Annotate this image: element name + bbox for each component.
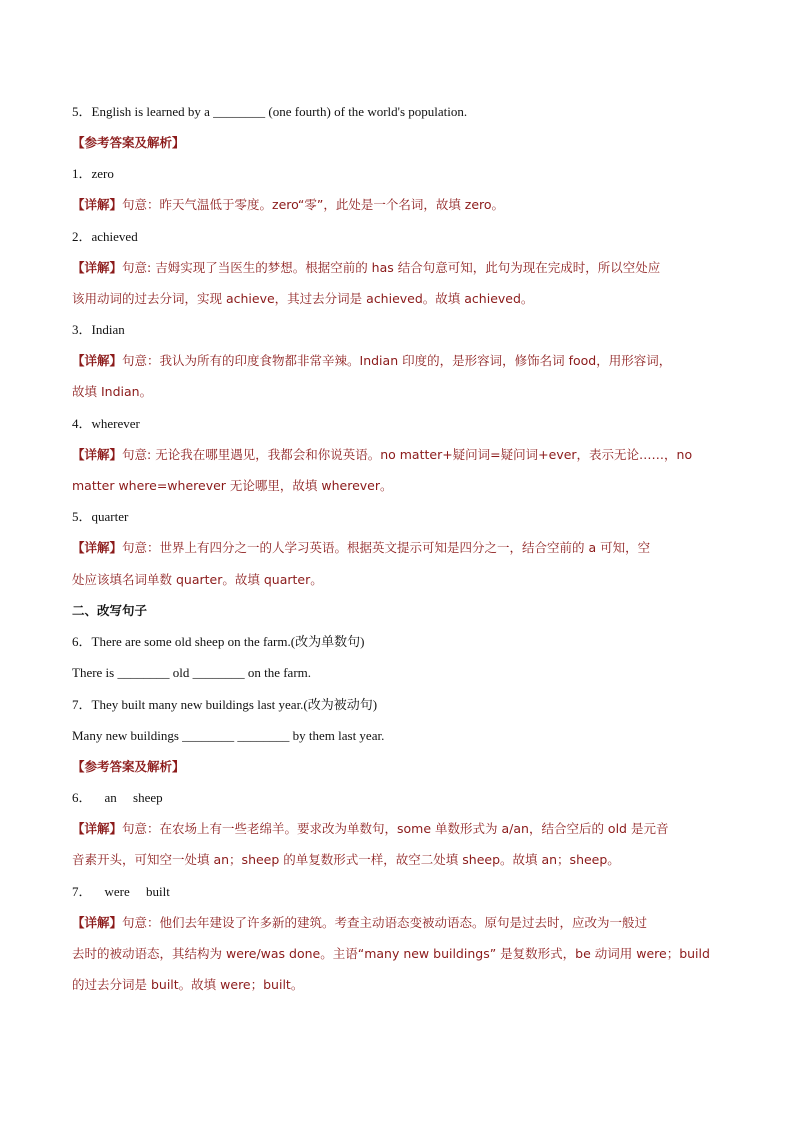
explanation-tag: 【详解】	[72, 540, 123, 555]
explanation-6-continued: 音素开头，可知空一处填 an；sheep 的单复数形式一样，故空二处填 sheep。故填 an；sheep。	[72, 852, 620, 867]
explanation-tag: 【详解】	[72, 915, 123, 930]
answer-header-2: 【参考答案及解析】	[72, 759, 185, 774]
explanation-text: 句意: 吉姆实现了当医生的梦想。根据空前的 has 结合句意可知，此句为现在完成时，所以空处应	[122, 260, 661, 275]
explanation-text: 句意：在农场上有一些老绵羊。要求改为单数句，some 单数形式为 a/an，结合空后的 old 是元音	[122, 821, 669, 836]
explanation-3	[72, 352, 734, 370]
answer-header: 【参考答案及解析】	[72, 135, 185, 150]
explanation-7	[72, 914, 734, 932]
explanation-4-continued: matter where=wherever 无论哪里，故填 wherever。	[72, 478, 393, 493]
section-title: 二、改写句子	[72, 603, 148, 618]
explanation-2	[72, 259, 734, 277]
question-6: 6．There are some old sheep on the farm.(改为单数句)	[72, 634, 365, 649]
explanation-5-continued: 处应该填名词单数 quarter。故填 quarter。	[72, 572, 323, 587]
explanation-4	[72, 446, 734, 464]
explanation-text: 句意：我认为所有的印度食物都非常辛辣。Indian 印度的，是形容词，修饰名词 food，用形容词，	[122, 353, 672, 368]
answer-1: 1．zero	[72, 166, 114, 181]
answer-7: 7． were built	[72, 884, 170, 899]
question-5: 5．English is learned by a ________ (one fourth) of the world's population.	[72, 104, 468, 119]
explanation-text: 句意: 无论我在哪里遇见，我都会和你说英语。no matter+疑问词=疑问词+ever，表示无论……，no	[122, 447, 693, 462]
explanation-tag: 【详解】	[72, 197, 123, 212]
explanation-tag: 【详解】	[72, 353, 123, 368]
question-6-blank: There is ________ old ________ on the farm.	[72, 665, 312, 680]
answer-6: 6． an sheep	[72, 790, 163, 805]
explanation-text: 句意：他们去年建设了许多新的建筑。考查主动语态变被动语态。原句是过去时，应改为一般过	[122, 915, 648, 930]
answer-4: 4．wherever	[72, 416, 140, 431]
explanation-7-continued-2: 的过去分词是 built。故填 were；built。	[72, 977, 304, 992]
explanation-5	[72, 539, 734, 557]
question-7: 7．They built many new buildings last year.(改为被动句)	[72, 697, 378, 712]
answer-3: 3．Indian	[72, 322, 125, 337]
explanation-text: 句意：昨天气温低于零度。zero“零”，此处是一个名词，故填 zero。	[122, 197, 505, 212]
explanation-6	[72, 820, 734, 838]
explanation-2-continued: 该用动词的过去分词，实现 achieve，其过去分词是 achieved。故填 achieved。	[72, 291, 534, 306]
explanation-tag: 【详解】	[72, 447, 123, 462]
explanation-tag: 【详解】	[72, 260, 123, 275]
answer-5: 5．quarter	[72, 509, 129, 524]
answer-2: 2．achieved	[72, 229, 138, 244]
explanation-text: 句意：世界上有四分之一的人学习英语。根据英文提示可知是四分之一，结合空前的 a 可知，空	[122, 540, 651, 555]
explanation-1	[72, 196, 734, 214]
explanation-3-continued: 故填 Indian。	[72, 384, 153, 399]
explanation-7-continued: 去时的被动语态，其结构为 were/was done。主语“many new buildings” 是复数形式，be 动词用 were；build	[72, 946, 710, 961]
explanation-tag: 【详解】	[72, 821, 123, 836]
question-7-blank: Many new buildings ________ ________ by them last year.	[72, 728, 385, 743]
